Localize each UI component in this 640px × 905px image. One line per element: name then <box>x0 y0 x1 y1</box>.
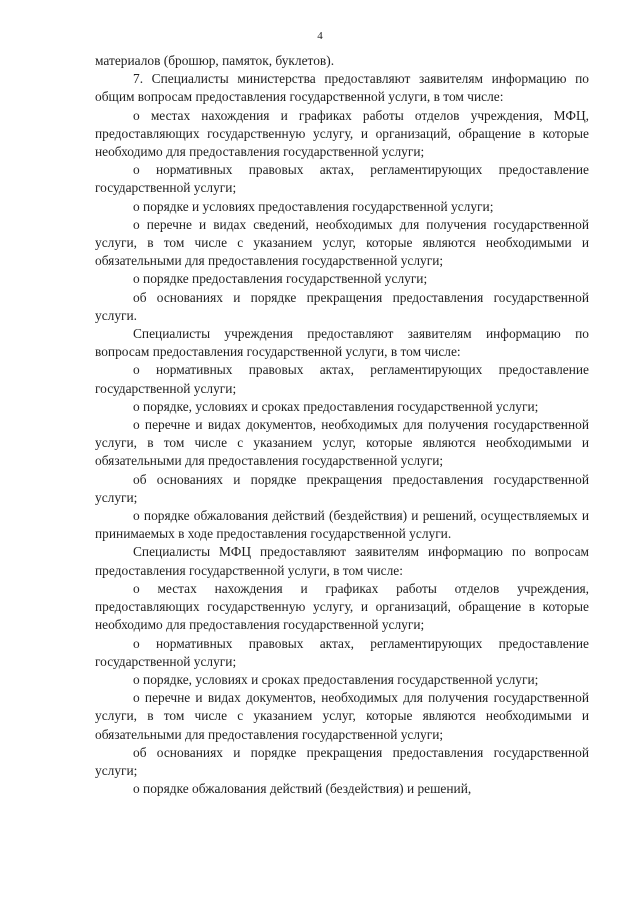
ministry-list-item: об основаниях и порядке прекращения предоставления государственной услуги. <box>95 289 589 323</box>
document-body <box>95 52 589 798</box>
mfc-list-item: о перечне и видах документов, необходимых для получения государственной услуги, в том числе с указанием услуг, которые являются необходимыми и обязательными для предоставления государственной услуги; <box>95 690 589 742</box>
paragraph-institution-intro: Специалисты учреждения предоставляют заявителям информацию по вопросам предоставления государственной услуги, в том числе: <box>95 326 589 360</box>
ministry-list-item: о перечне и видах сведений, необходимых для получения государственной услуги, в том числе с указанием услуг, которые являются необходимыми и обязательными для предоставления государственной услуги; <box>95 216 589 269</box>
ministry-list-item: о порядке предоставления государственной услуги; <box>133 271 428 287</box>
ministry-list-item: о местах нахождения и графиках работы отделов учреждения, МФЦ, предоставляющих государственную услугу, и организаций, обращение в которые необходимо для предоставления государственной услуги; <box>95 107 589 160</box>
mfc-list-item: о порядке обжалования действий (бездействия) и решений, <box>133 781 472 797</box>
mfc-list-item: о порядке, условиях и сроках предоставления государственной услуги; <box>133 671 539 687</box>
paragraph-section-7-intro: 7. Специалисты министерства предоставляют заявителям информацию по общим вопросам предоставления государственной услуги, в том числе: <box>95 71 589 105</box>
institution-list-item: о перечне и видах документов, необходимых для получения государственной услуги, в том числе с указанием услуг, которые являются необходимыми и обязательными для предоставления государственной услуги; <box>95 417 589 469</box>
institution-list-item: об основаниях и порядке прекращения предоставления государственной услуги; <box>95 471 589 505</box>
mfc-list-item: о нормативных правовых актах, регламентирующих предоставление государственной услуги; <box>95 635 589 669</box>
institution-list-item: о нормативных правовых актах, регламентирующих предоставление государственной услуги; <box>95 362 589 396</box>
paragraph-continuation: материалов (брошюр, памяток, буклетов). <box>95 53 335 68</box>
mfc-list-item: об основаниях и порядке прекращения предоставления государственной услуги; <box>95 744 589 778</box>
paragraph-mfc-intro: Специалисты МФЦ предоставляют заявителям информацию по вопросам предоставления государственной услуги, в том числе: <box>95 544 589 578</box>
ministry-list-item: о порядке и условиях предоставления государственной услуги; <box>133 198 494 214</box>
mfc-list-item: о местах нахождения и графиках работы отделов учреждения, предоставляющих государственную услугу, и организаций, обращение в которые необходимо для предоставления государственной услуги; <box>95 580 589 633</box>
ministry-list-item: о нормативных правовых актах, регламентирующих предоставление государственной услуги; <box>95 162 589 196</box>
page-number: 4 <box>317 30 323 42</box>
institution-list-item: о порядке обжалования действий (бездействия) и решений, осуществляемых и принимаемых в ходе предоставления государственной услуги. <box>95 508 589 542</box>
institution-list-item: о порядке, условиях и сроках предоставления государственной услуги; <box>133 398 539 414</box>
